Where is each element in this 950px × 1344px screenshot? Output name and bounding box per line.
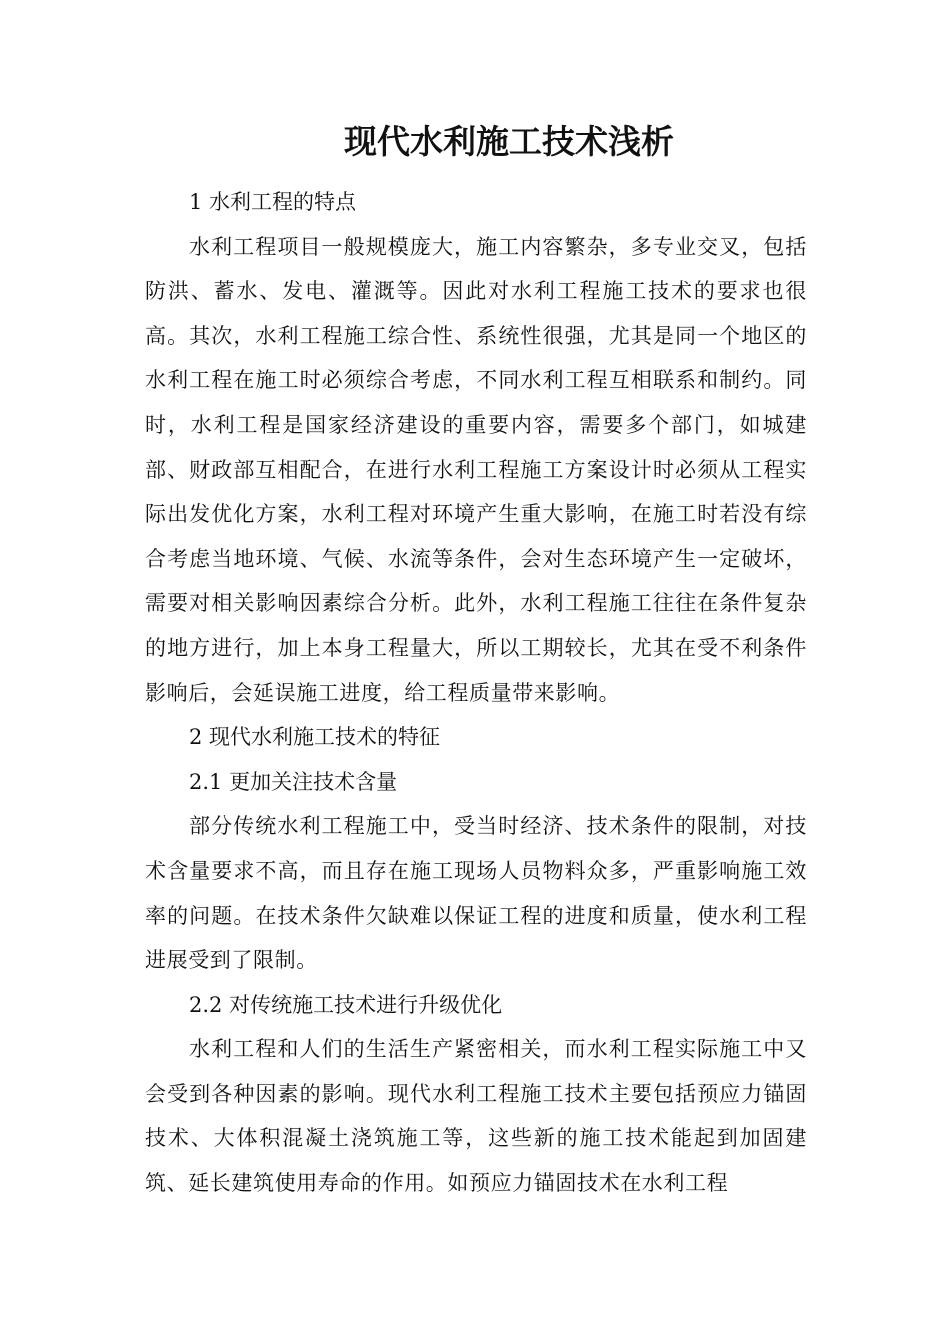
paragraph: 水利工程和人们的生活生产紧密相关，而水利工程实际施工中又会受到各种因素的影响。现代水利工程施工技术主要包括预应力锚固技术、大体积混凝土浇筑施工等，这些新的施工技术能起到加固建筑、延长建筑使用寿命的作用。如预应力锚固技术在水利工程 xyxy=(145,1037,807,1196)
subsection-heading: 2.1 更加关注技术含量 xyxy=(189,769,398,794)
document-title: 现代水利施工技术浅析 xyxy=(344,122,674,161)
section-heading: 2 现代水利施工技术的特征 xyxy=(189,725,441,750)
section-heading: 1 水利工程的特点 xyxy=(189,190,357,214)
subsection-heading: 2.2 对传统施工技术进行升级优化 xyxy=(189,992,503,1017)
paragraph: 部分传统水利工程施工中，受当时经济、技术条件的限制，对技术含量要求不高，而且存在施工现场人员物料众多，严重影响施工效率的问题。在技术条件欠缺难以保证工程的进度和质量，使水利工程进展受到了限制。 xyxy=(145,814,807,973)
document-body xyxy=(145,180,807,1206)
paragraph: 水利工程项目一般规模庞大，施工内容繁杂，多专业交叉，包括防洪、蓄水、发电、灌溉等。因此对水利工程施工技术的要求也很高。其次，水利工程施工综合性、系统性很强，尤其是同一个地区的水利工程在施工时必须综合考虑，不同水利工程互相联系和制约。同时，水利工程是国家经济建设的重要内容，需要多个部门，如城建部、财政部互相配合，在进行水利工程施工方案设计时必须从工程实际出发优化方案，水利工程对环境产生重大影响，在施工时若没有综合考虑当地环境、气候、水流等条件，会对生态环境产生一定破坏，需要对相关影响因素综合分析。此外，水利工程施工往往在条件复杂的地方进行，加上本身工程量大，所以工期较长，尤其在受不利条件影响后，会延误施工进度，给工程质量带来影响。 xyxy=(145,234,807,705)
